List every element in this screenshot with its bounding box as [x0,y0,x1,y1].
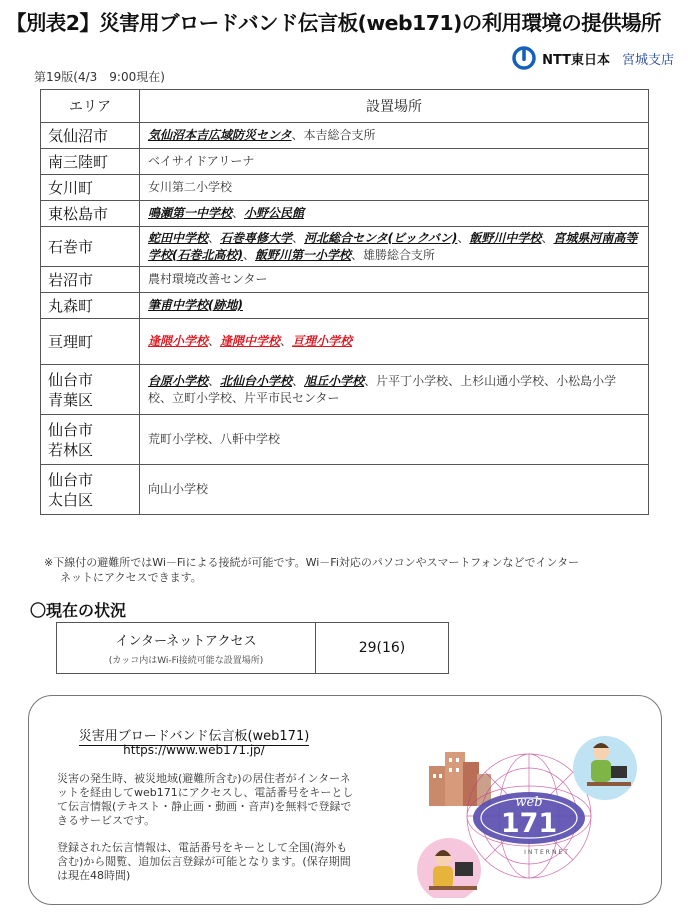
wifi-place-name: 小野公民館 [244,206,305,220]
places-cell [140,465,649,515]
logo-internet-text: INTERNET [524,849,570,856]
logo-number-text: 171 [500,808,558,839]
table-row [41,149,649,175]
area-cell: 東松島市 [41,201,140,227]
places-cell [140,319,649,365]
wifi-place-name: 亘理小学校 [292,334,353,348]
table-row [41,175,649,201]
area-cell [41,365,140,415]
place-text: 、 [208,373,221,388]
table-row [41,227,649,267]
table-row [41,319,649,365]
table-row [41,293,649,319]
web171-info-card [28,695,662,905]
wifi-place-name: 旭丘小学校 [304,373,365,388]
table-row [41,465,649,515]
status-heading: 〇現在の状況 [30,601,127,620]
place-text: 、 [292,230,305,245]
wifi-place-name: 石巻専修大学 [220,230,293,245]
brand [512,46,674,70]
location-table [40,89,649,515]
table-row [41,267,649,293]
wifi-place-name: 鳴瀬第一中学校 [148,206,233,220]
brand-branch: 宮城支店 [621,52,674,68]
person-with-laptop-icon [573,736,637,800]
area-cell: 南三陸町 [41,149,140,175]
status-sublabel: (カッコ内はWi-Fi接続可能な設置場所) [108,656,264,666]
page-title: 【別表2】災害用ブロードバンド伝言板(web171)の利用環境の提供場所 [6,11,661,35]
status-row [57,623,449,674]
card-description-2: 登録された伝言情報は、電話番号をキーとして全国(海外も含む)から閲覧、追加伝言登録が可能となります。(保存期間は現在48時間) [57,841,351,882]
place-text: 、片平丁小学校、上杉山通小学校、小松島小学校、立町小学校、片平市民センター [148,373,617,405]
places-cell [140,201,649,227]
places-cell [140,267,649,293]
table-row [41,201,649,227]
table-row [41,123,649,149]
card-description: 災害の発生時、被災地域(避難所含む)の居住者がインターネットを経由してweb171にアクセスし、電話番号をキーとして伝言情報(テキスト・静止画・動画・音声)を無料で登録できるサービスです。 [57,772,354,827]
wifi-place-name: 逢隈中学校 [220,334,281,348]
wifi-place-name: 河北総合センタ(ビックバン) [304,230,458,245]
status-value: 29(16) [316,623,449,674]
ntt-logo-icon [512,46,536,70]
place-text: 、 [208,334,221,348]
wifi-place-name: 台原小学校 [148,373,209,388]
places-cell [140,365,649,415]
area-name-line: 仙台市 [48,420,94,439]
area-name-line: 青葉区 [48,390,94,409]
place-text: 、雄勝総合支所 [351,247,436,262]
table-body [41,123,649,515]
table-row [41,415,649,465]
wifi-place-name: 北仙台小学校 [220,373,293,388]
area-cell: 女川町 [41,175,140,201]
logo-web-text: web [515,795,543,810]
place-text: ベイサイドアリーナ [148,154,255,168]
wifi-place-name: 蛇田中学校 [148,230,209,245]
place-text: 、 [208,230,221,245]
status-label: インターネットアクセス [115,634,257,649]
place-text: 荒町小学校、八軒中学校 [148,432,281,446]
area-name-line: 仙台市 [48,470,94,489]
place-text: 、本吉総合支所 [291,128,376,142]
wifi-place-name: 逢隈小学校 [148,334,209,348]
table-row [41,365,649,415]
places-cell [140,175,649,201]
places-cell [140,149,649,175]
wifi-place-name: 飯野川中学校 [469,230,542,245]
note-line-1: ※下線付の避難所ではWi－Fiによる接続が可能です。Wi－Fi対応のパソコンやスマートフォンなどでインター [44,556,580,569]
area-cell [41,465,140,515]
person-at-desk-icon [417,838,481,898]
wifi-place-name: 宮城県河南高等学校(石巻北高校) [148,230,638,262]
area-cell: 石巻市 [41,227,140,267]
web171-illustration [409,718,649,898]
card-title [29,725,359,744]
place-text: 女川第二小学校 [148,180,233,194]
area-column-header: エリア [41,90,140,123]
area-name-line: 若林区 [48,440,94,459]
status-table [56,622,449,674]
table-header-row [41,90,649,123]
places-cell [140,123,649,149]
place-text: 、 [242,247,255,262]
places-cell [140,293,649,319]
area-cell: 亘理町 [41,319,140,365]
places-cell [140,415,649,465]
brand-name: NTT東日本 [542,52,610,68]
place-text: 、 [457,230,470,245]
wifi-note [44,555,644,585]
area-name-line: 太白区 [48,490,94,509]
card-url: https://www.web171.jp/ [123,743,265,757]
card-title-text: 災害用ブロードバンド伝言板(web171) [78,729,310,744]
area-cell: 岩沼市 [41,267,140,293]
area-name-line: 仙台市 [48,370,94,389]
place-column-header: 設置場所 [140,90,649,123]
place-text: 農村環境改善センター [148,272,268,286]
edition-label: 第19版(4/3 9:00現在) [34,70,165,84]
area-cell: 気仙沼市 [41,123,140,149]
places-cell [140,227,649,267]
place-text: 、 [541,230,554,245]
area-cell [41,415,140,465]
place-text: 、 [292,373,305,388]
wifi-place-name: 気仙沼本吉広域防災センタ [148,128,292,142]
status-label-cell [57,623,316,674]
place-text: 、 [232,206,245,220]
buildings-icon [429,752,491,806]
note-line-2: ネットにアクセスできます。 [60,571,202,584]
area-cell: 丸森町 [41,293,140,319]
wifi-place-name: 飯野川第一小学校 [255,247,352,262]
place-text: 向山小学校 [148,482,209,496]
wifi-place-name: 筆甫中学校(跡地) [148,298,243,312]
place-text: 、 [280,334,293,348]
